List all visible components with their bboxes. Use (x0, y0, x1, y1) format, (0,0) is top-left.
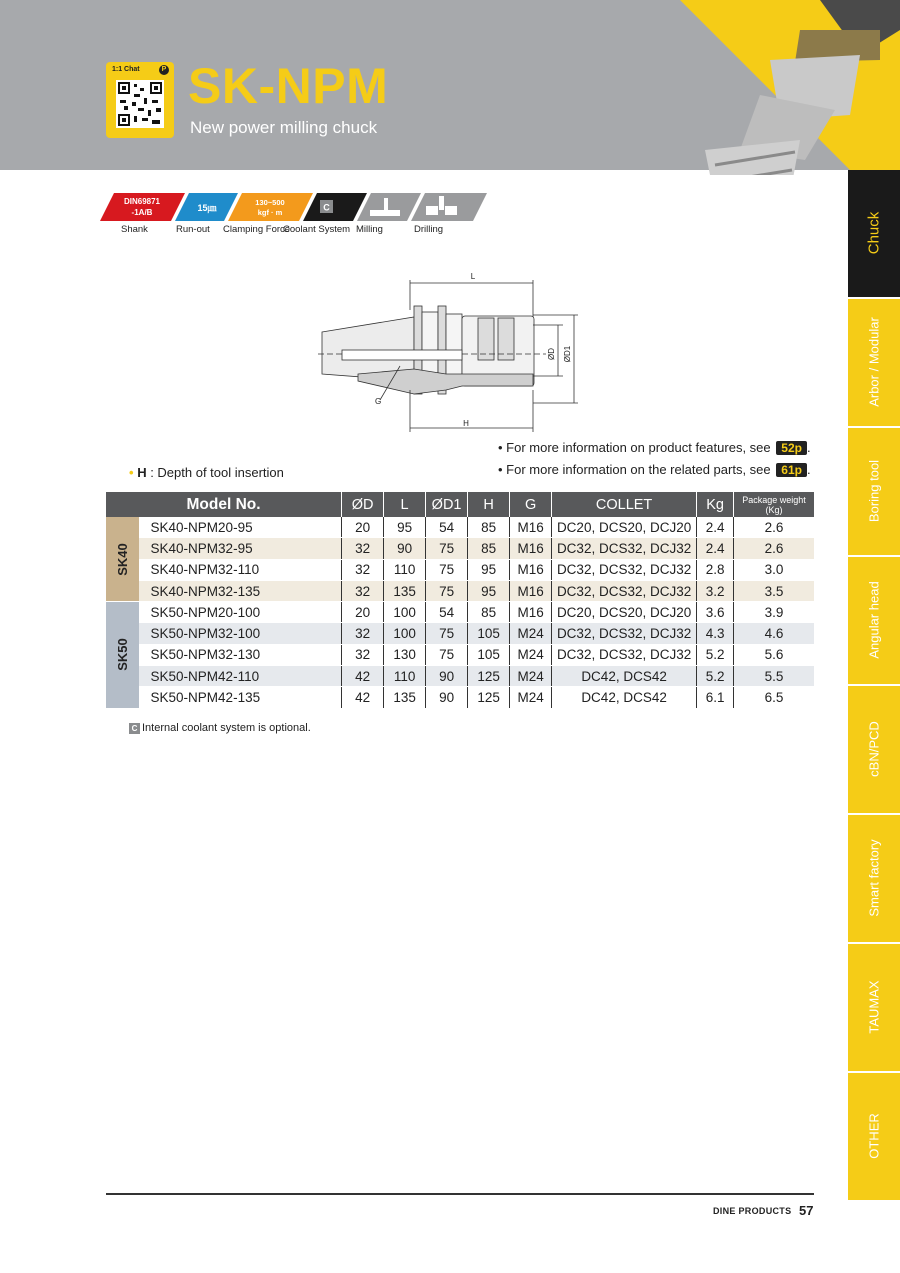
side-tabs (848, 170, 900, 1245)
clamping-force-spec-icon (228, 193, 313, 221)
side-tab-label: Boring tool (866, 459, 882, 523)
svg-text:DIN69871: DIN69871 (123, 197, 161, 206)
table-cell: 3.6 (697, 602, 734, 623)
table-cell: DC42, DCS42 (552, 666, 697, 687)
svg-text:C: C (323, 202, 330, 213)
table-cell: 32 (342, 580, 384, 601)
table-cell: DC32, DCS32, DCJ32 (552, 623, 697, 644)
side-tab-taumax[interactable] (848, 944, 900, 1071)
table-cell: 105 (468, 644, 510, 665)
note-parts-text: • For more information on the related parts, see (498, 462, 771, 477)
header-h: H (468, 492, 510, 517)
model-cell: SK40-NPM32-135 (139, 580, 342, 601)
model-cell: SK50-NPM42-110 (139, 666, 342, 687)
table-cell: M16 (510, 559, 552, 580)
qr-code-icon (116, 80, 164, 128)
spec-labels (0, 224, 900, 240)
table-cell: M16 (510, 602, 552, 623)
side-tab-other[interactable] (848, 1073, 900, 1200)
table-cell: 42 (342, 687, 384, 708)
table-cell: 100 (384, 602, 426, 623)
spec-label-clamping: Clamping Force (223, 224, 291, 235)
table-cell: 5.6 (734, 644, 814, 665)
table-cell: 6.5 (734, 687, 814, 708)
note-h-key: H (137, 465, 147, 480)
model-cell: SK50-NPM20-100 (139, 602, 342, 623)
spec-label-runout: Run-out (176, 224, 210, 235)
table-row (106, 644, 814, 665)
table-cell: 42 (342, 666, 384, 687)
table-header-row (106, 492, 814, 517)
spec-label-coolant: Coolant System (283, 224, 351, 235)
svg-text:kgf · m: kgf · m (257, 208, 283, 217)
table-cell: 110 (384, 666, 426, 687)
spec-label-shank: Shank (121, 224, 148, 235)
group-label-text: SK40 (114, 542, 130, 576)
model-cell: SK40-NPM32-95 (139, 538, 342, 559)
group-label-sk40 (106, 517, 139, 602)
side-tab-label: Angular head (866, 581, 882, 659)
table-row (106, 538, 814, 559)
note-features (498, 440, 811, 455)
shank-spec-icon (100, 193, 185, 221)
table-row (106, 602, 814, 623)
svg-text:15㎛: 15㎛ (197, 203, 217, 213)
spec-label-milling: Milling (356, 224, 383, 235)
header-kg: Kg (697, 492, 734, 517)
table-cell: M16 (510, 517, 552, 538)
side-tab-label: TAUMAX (866, 980, 882, 1034)
table-cell: 32 (342, 538, 384, 559)
table-cell: 105 (468, 623, 510, 644)
footnote (129, 722, 311, 734)
table-cell: DC32, DCS32, DCJ32 (552, 580, 697, 601)
table-cell: 95 (468, 559, 510, 580)
table-cell: M24 (510, 687, 552, 708)
table-cell: 125 (468, 687, 510, 708)
dim-label-d1: ØD1 (563, 345, 572, 363)
table-cell: 135 (384, 687, 426, 708)
group-label-sk50 (106, 602, 139, 708)
side-tab-label: Chuck (865, 211, 883, 255)
side-tab-boring-tool[interactable] (848, 428, 900, 555)
group-label-text: SK50 (114, 638, 130, 672)
table-cell: 54 (426, 517, 468, 538)
table-row (106, 517, 814, 538)
table-cell: 110 (384, 559, 426, 580)
table-cell: 20 (342, 602, 384, 623)
dim-label-d: ØD (547, 348, 556, 360)
table-cell: 5.5 (734, 666, 814, 687)
table-row (106, 559, 814, 580)
side-tab-label: Arbor / Modular (866, 317, 882, 407)
side-tab-arbor-modular[interactable] (848, 299, 900, 426)
runout-spec-icon (175, 193, 238, 221)
table-row (106, 623, 814, 644)
table-cell: 20 (342, 517, 384, 538)
table-cell: 2.6 (734, 517, 814, 538)
notes-area (0, 436, 900, 486)
side-tab-label: cBN/PCD (866, 721, 882, 777)
table-cell: 4.6 (734, 623, 814, 644)
table-cell: 6.1 (697, 687, 734, 708)
table-cell: 130 (384, 644, 426, 665)
table-cell: 90 (384, 538, 426, 559)
table-cell: 95 (468, 580, 510, 601)
side-tab-label: OTHER (866, 1113, 882, 1159)
table-cell: 2.4 (697, 517, 734, 538)
note-features-text: • For more information on product features, see (498, 440, 771, 455)
qr-badge-icon: P (159, 65, 169, 75)
table-cell: 75 (426, 580, 468, 601)
table-cell: 75 (426, 644, 468, 665)
table-cell: 3.9 (734, 602, 814, 623)
table-cell: 32 (342, 644, 384, 665)
spec-label-drilling: Drilling (414, 224, 444, 235)
table-cell: DC32, DCS32, DCJ32 (552, 538, 697, 559)
table-cell: 5.2 (697, 644, 734, 665)
side-tab-angular-head[interactable] (848, 557, 900, 684)
header-package-weight: Package weight (Kg) (734, 492, 814, 517)
table-row (106, 580, 814, 601)
header-g: G (510, 492, 552, 517)
side-tab-smart-factory[interactable] (848, 815, 900, 942)
table-cell: M24 (510, 666, 552, 687)
model-cell: SK50-NPM32-100 (139, 623, 342, 644)
header-collet: COLLET (552, 492, 697, 517)
parts-page-ref[interactable]: 61p (776, 463, 807, 477)
note-h-definition (129, 465, 284, 480)
table-cell: DC20, DCS20, DCJ20 (552, 602, 697, 623)
table-cell: 5.2 (697, 666, 734, 687)
note-h-text: : Depth of tool insertion (146, 465, 284, 480)
side-tab-cbn-pcd[interactable] (848, 686, 900, 813)
table-body (106, 517, 814, 708)
table-cell: DC42, DCS42 (552, 687, 697, 708)
table-cell: 3.2 (697, 580, 734, 601)
table-cell: DC20, DCS20, DCJ20 (552, 517, 697, 538)
spec-table (106, 492, 814, 709)
model-cell: SK40-NPM20-95 (139, 517, 342, 538)
table-cell: M24 (510, 623, 552, 644)
table-cell: 2.4 (697, 538, 734, 559)
note-parts-period: . (806, 462, 811, 477)
table-cell: M16 (510, 580, 552, 601)
table-cell: 125 (468, 666, 510, 687)
spec-icon-strip (100, 190, 490, 224)
coolant-spec-icon (303, 193, 367, 221)
bullet-icon: • (129, 465, 134, 480)
model-cell: SK50-NPM32-130 (139, 644, 342, 665)
table-cell: 3.0 (734, 559, 814, 580)
note-parts (498, 462, 811, 477)
dim-label-l: L (470, 272, 476, 281)
footer-divider (106, 1193, 814, 1195)
model-cell: SK50-NPM42-135 (139, 687, 342, 708)
table-cell: 4.3 (697, 623, 734, 644)
page-number: 57 (799, 1203, 814, 1218)
technical-drawing (318, 270, 588, 435)
svg-text:130~500: 130~500 (255, 198, 285, 207)
table-cell: M16 (510, 538, 552, 559)
header-od: ØD (342, 492, 384, 517)
dim-label-g: G (375, 397, 382, 406)
footer-brand: DINE PRODUCTS (713, 1206, 792, 1216)
table-cell: 100 (384, 623, 426, 644)
side-tab-label: Smart factory (866, 839, 882, 917)
header-model: Model No. (106, 492, 342, 517)
table-cell: M24 (510, 644, 552, 665)
table-cell: 85 (468, 517, 510, 538)
page-subtitle: New power milling chuck (190, 118, 378, 137)
table-cell: DC32, DCS32, DCJ32 (552, 559, 697, 580)
svg-text:-1A/B: -1A/B (131, 208, 153, 217)
table-cell: 95 (384, 517, 426, 538)
qr-label: 1:1 Chat (112, 66, 140, 73)
footnote-text: Internal coolant system is optional. (142, 722, 311, 734)
table-cell: 85 (468, 602, 510, 623)
table-cell: 32 (342, 559, 384, 580)
header-l: L (384, 492, 426, 517)
table-cell: 2.6 (734, 538, 814, 559)
table-cell: 85 (468, 538, 510, 559)
table-cell: DC32, DCS32, DCJ32 (552, 644, 697, 665)
table-cell: 2.8 (697, 559, 734, 580)
coolant-c-icon: C (129, 723, 140, 734)
table-cell: 75 (426, 559, 468, 580)
table-cell: 75 (426, 623, 468, 644)
drilling-spec-icon (411, 193, 487, 221)
milling-spec-icon (357, 193, 421, 221)
qr-code-box[interactable] (106, 62, 174, 138)
note-features-period: . (806, 440, 811, 455)
features-page-ref[interactable]: 52p (776, 441, 807, 455)
table-row (106, 687, 814, 708)
model-cell: SK40-NPM32-110 (139, 559, 342, 580)
header-od1: ØD1 (426, 492, 468, 517)
table-cell: 90 (426, 687, 468, 708)
page-title: SK-NPM (188, 58, 389, 114)
table-cell: 3.5 (734, 580, 814, 601)
side-tab-chuck[interactable] (848, 170, 900, 297)
table-row (106, 666, 814, 687)
dim-label-h: H (463, 419, 469, 428)
table-cell: 90 (426, 666, 468, 687)
table-cell: 75 (426, 538, 468, 559)
table-cell: 32 (342, 623, 384, 644)
table-cell: 135 (384, 580, 426, 601)
table-cell: 54 (426, 602, 468, 623)
